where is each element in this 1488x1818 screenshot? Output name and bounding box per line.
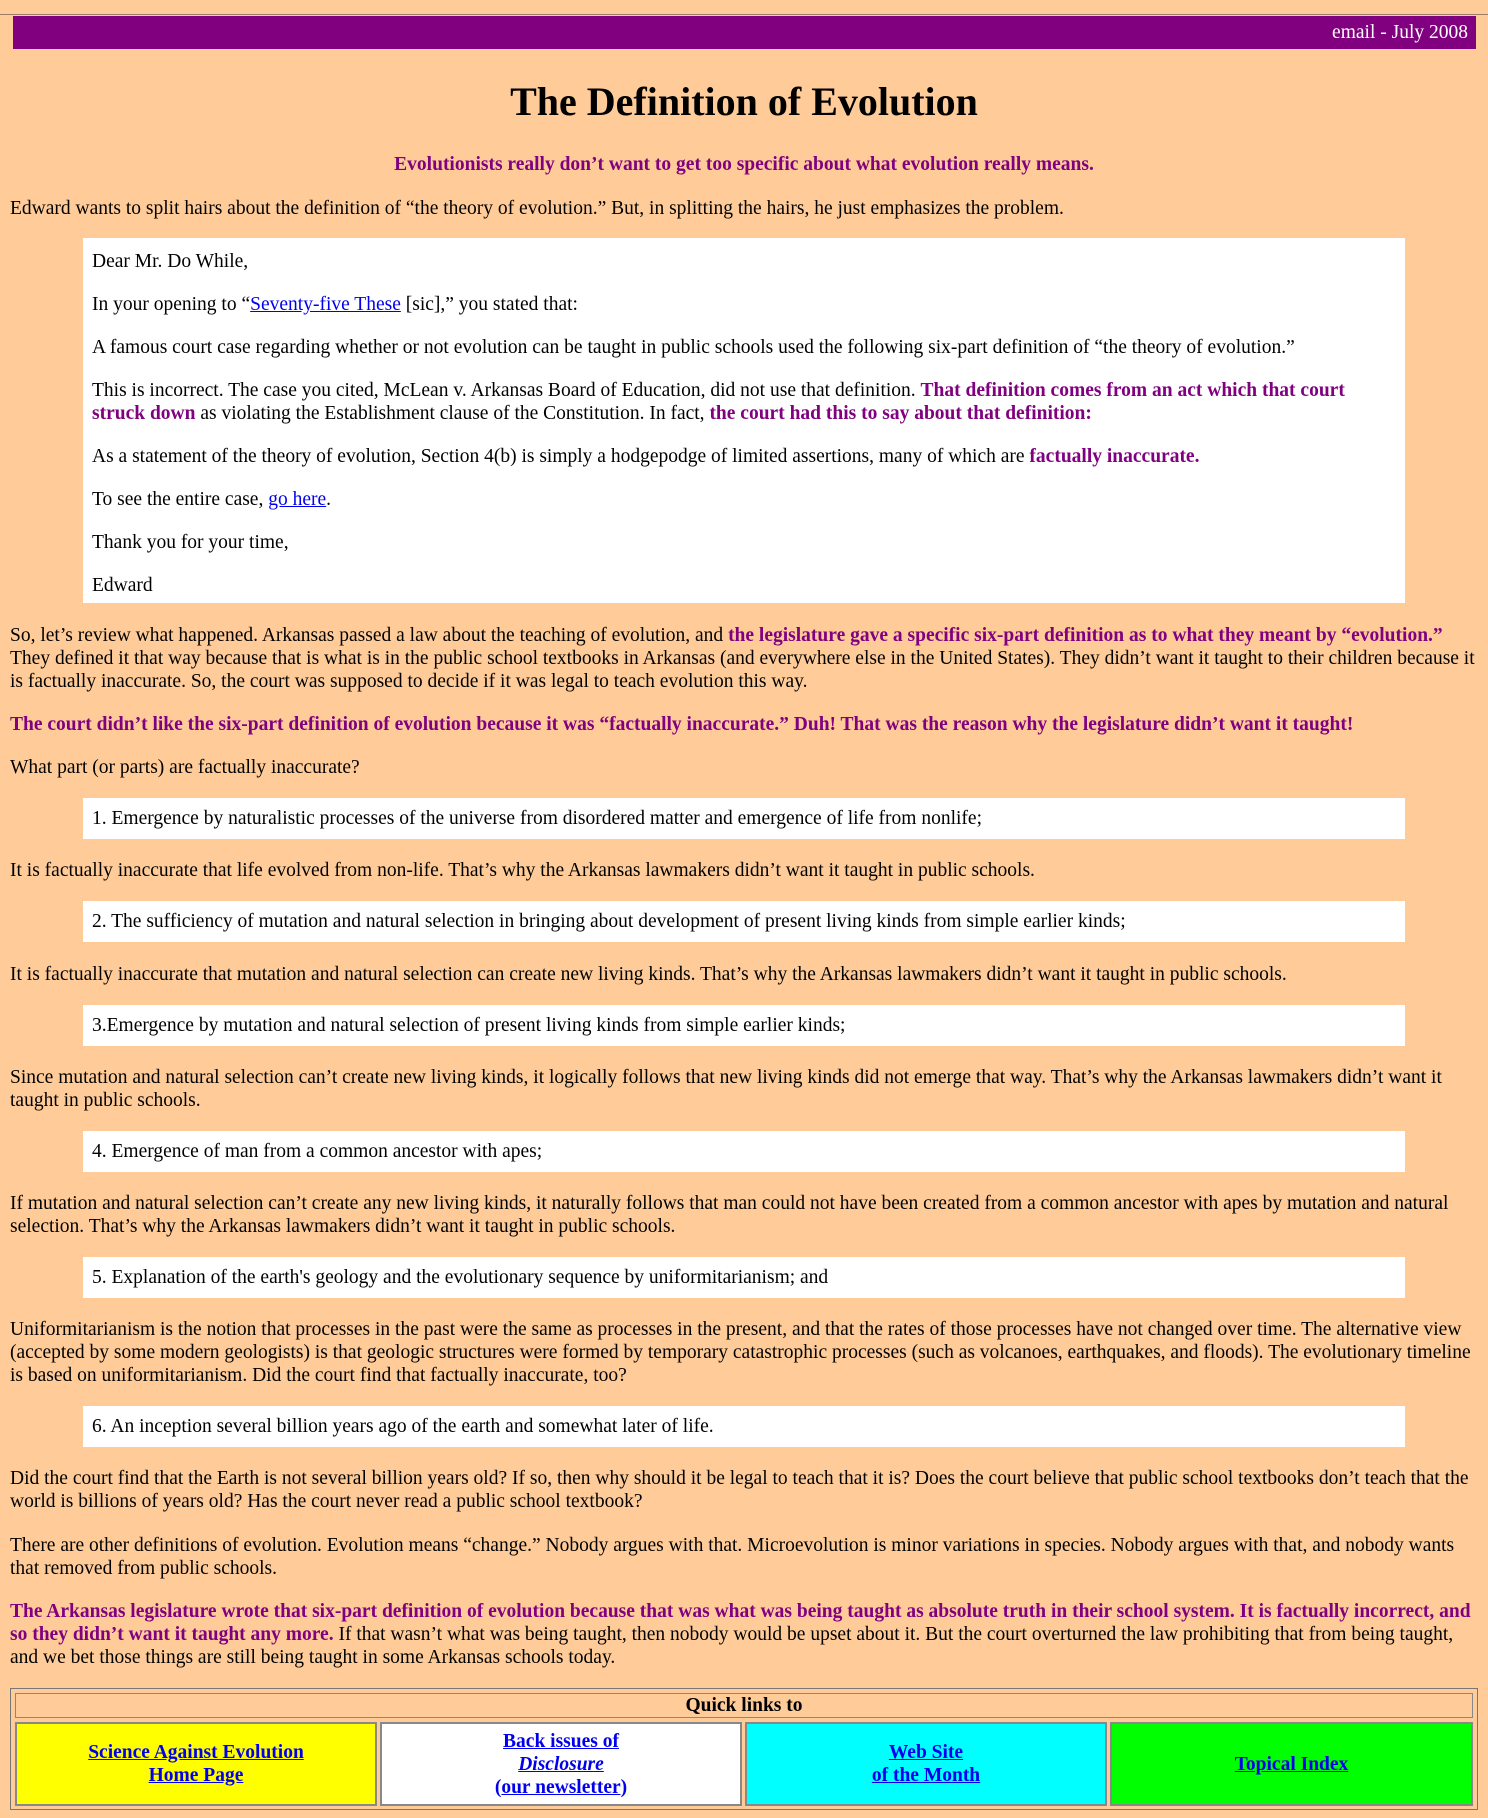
review-paragraph: So, let’s review what happened. Arkansas passed a law about the teaching of evolution, and the legislature gave a specific six-part definition as to what they meant by “evolution.” They defined it that way because that is what is in the public school textbooks in Arkansas (and everywhere else in the United States). They didn’t want it taught to their children because it is factually inaccurate. So, the court was supposed to decide if it was legal to teach evolution this way. bbox=[10, 625, 1475, 692]
conclusion-paragraph: The Arkansas legislature wrote that six-part definition of evolution because that was what was being taught as absolute truth in their school system. It is factually incorrect, and so they didn’t want it taught any more. If that wasn’t what was being taught, then nobody would be upset about it. But the court overturned the law prohibiting that from being taught, and we bet those things are still being taught in some Arkansas schools today. bbox=[10, 1601, 1471, 1668]
definition-item-5: 5. Explanation of the earth's geology and the evolutionary sequence by uniformitarianism; and bbox=[83, 1257, 1405, 1298]
web-site-of-the-month-link[interactable]: Web Site of the Month bbox=[871, 1742, 981, 1786]
quick-link-cell-web-site bbox=[745, 1722, 1107, 1806]
definition-item-2: 2. The sufficiency of mutation and natural selection in bringing about development of present living kinds from simple earlier kinds; bbox=[83, 901, 1405, 942]
letter-paragraph-3: This is incorrect. The case you cited, McLean v. Arkansas Board of Education, did not use that definition. That definition comes from an act which that court struck down as violating the Establishment clause of the Constitution. In fact, the court had this to say about that definition: bbox=[92, 380, 1345, 424]
letter-box bbox=[83, 238, 1405, 603]
letter-paragraph-1: In your opening to “Seventy-five These [sic],” you stated that: bbox=[92, 294, 578, 315]
question-paragraph: What part (or parts) are factually inaccurate? bbox=[10, 757, 360, 778]
intro-paragraph: Edward wants to split hairs about the definition of “the theory of evolution.” But, in splitting the hairs, he just emphasizes the problem. bbox=[10, 198, 1064, 219]
item-comment-3: Since mutation and natural selection can’t create new living kinds, it logically follows that new living kinds did not emerge that way. That’s why the Arkansas lawmakers didn’t want it taught in public schools. bbox=[10, 1067, 1442, 1111]
court-statement: The court didn’t like the six-part definition of evolution because it was “factually inaccurate.” Duh! That was the reason why the legislature didn’t want it taught! bbox=[10, 714, 1354, 735]
letter-quote: As a statement of the theory of evolution, Section 4(b) is simply a hodgepodge of limited assertions, many of which are factually inaccurate. bbox=[92, 446, 1200, 467]
seventy-five-these-link[interactable]: Seventy-five These bbox=[250, 294, 401, 315]
item-comment-2: It is factually inaccurate that mutation and natural selection can create new living kinds. That’s why the Arkansas lawmakers didn’t want it taught in public schools. bbox=[10, 964, 1287, 985]
letter-greeting: Dear Mr. Do While, bbox=[92, 251, 249, 272]
letter-paragraph-5: To see the entire case, go here. bbox=[92, 489, 332, 510]
letter-signature: Edward bbox=[92, 575, 153, 596]
header-label: email - July 2008 bbox=[1332, 22, 1468, 43]
page-title: The Definition of Evolution bbox=[510, 79, 978, 124]
top-rule bbox=[0, 14, 1488, 15]
quick-link-cell-back-issues bbox=[380, 1722, 742, 1806]
letter-paragraph-2: A famous court case regarding whether or not evolution can be taught in public schools used the following six-part definition of “the theory of evolution.” bbox=[92, 337, 1295, 358]
page-subtitle: Evolutionists really don’t want to get too specific about what evolution really means. bbox=[394, 154, 1094, 175]
quick-link-cell-home bbox=[15, 1722, 377, 1806]
definition-item-4: 4. Emergence of man from a common ancestor with apes; bbox=[83, 1131, 1405, 1172]
quick-links-heading: Quick links to bbox=[15, 1693, 1473, 1718]
item-comment-4: If mutation and natural selection can’t create any new living kinds, it naturally follows that man could not have been created from a common ancestor with apes by mutation and natural selection. That’s why the Arkansas lawmakers didn’t want it taught in public schools. bbox=[10, 1193, 1449, 1237]
definition-item-1: 1. Emergence by naturalistic processes of the universe from disordered matter and emergence of life from nonlife; bbox=[83, 798, 1405, 839]
header-bar bbox=[13, 16, 1476, 49]
back-issues-link[interactable]: Back issues of Disclosure (our newsletter) bbox=[494, 1730, 628, 1798]
topical-index-link[interactable]: Topical Index bbox=[1234, 1753, 1349, 1775]
item-comment-5: Uniformitarianism is the notion that processes in the past were the same as processes in the present, and that the rates of those processes have not changed over time. The alternative view (accepted by some modern geologists) is that geologic structures were formed by temporary catastrophic processes (such as volcanoes, earthquakes, and floods). The evolutionary timeline is based on uniformitarianism. Did the court find that factually inaccurate, too? bbox=[10, 1319, 1471, 1386]
other-definitions-paragraph: There are other definitions of evolution. Evolution means “change.” Nobody argues with that. Microevolution is minor variations in species. Nobody argues with that, and nobody wants that removed from public schools. bbox=[10, 1535, 1455, 1579]
science-against-evolution-home-link[interactable]: Science Against Evolution Home Page bbox=[88, 1742, 304, 1786]
go-here-link[interactable]: go here bbox=[268, 489, 327, 510]
letter-closing: Thank you for your time, bbox=[92, 532, 289, 553]
item-comment-6: Did the court find that the Earth is not several billion years old? If so, then why should it be legal to teach that it is? Does the court believe that public school textbooks don’t teach that the world is billions of years old? Has the court never read a public school textbook? bbox=[10, 1468, 1469, 1512]
quick-link-cell-topical-index bbox=[1110, 1722, 1473, 1806]
definition-item-6: 6. An inception several billion years ago of the earth and somewhat later of life. bbox=[83, 1406, 1405, 1447]
item-comment-1: It is factually inaccurate that life evolved from non-life. That’s why the Arkansas lawmakers didn’t want it taught in public schools. bbox=[10, 860, 1035, 881]
quick-links-table bbox=[10, 1688, 1478, 1810]
definition-item-3: 3.Emergence by mutation and natural selection of present living kinds from simple earlier kinds; bbox=[83, 1005, 1405, 1046]
